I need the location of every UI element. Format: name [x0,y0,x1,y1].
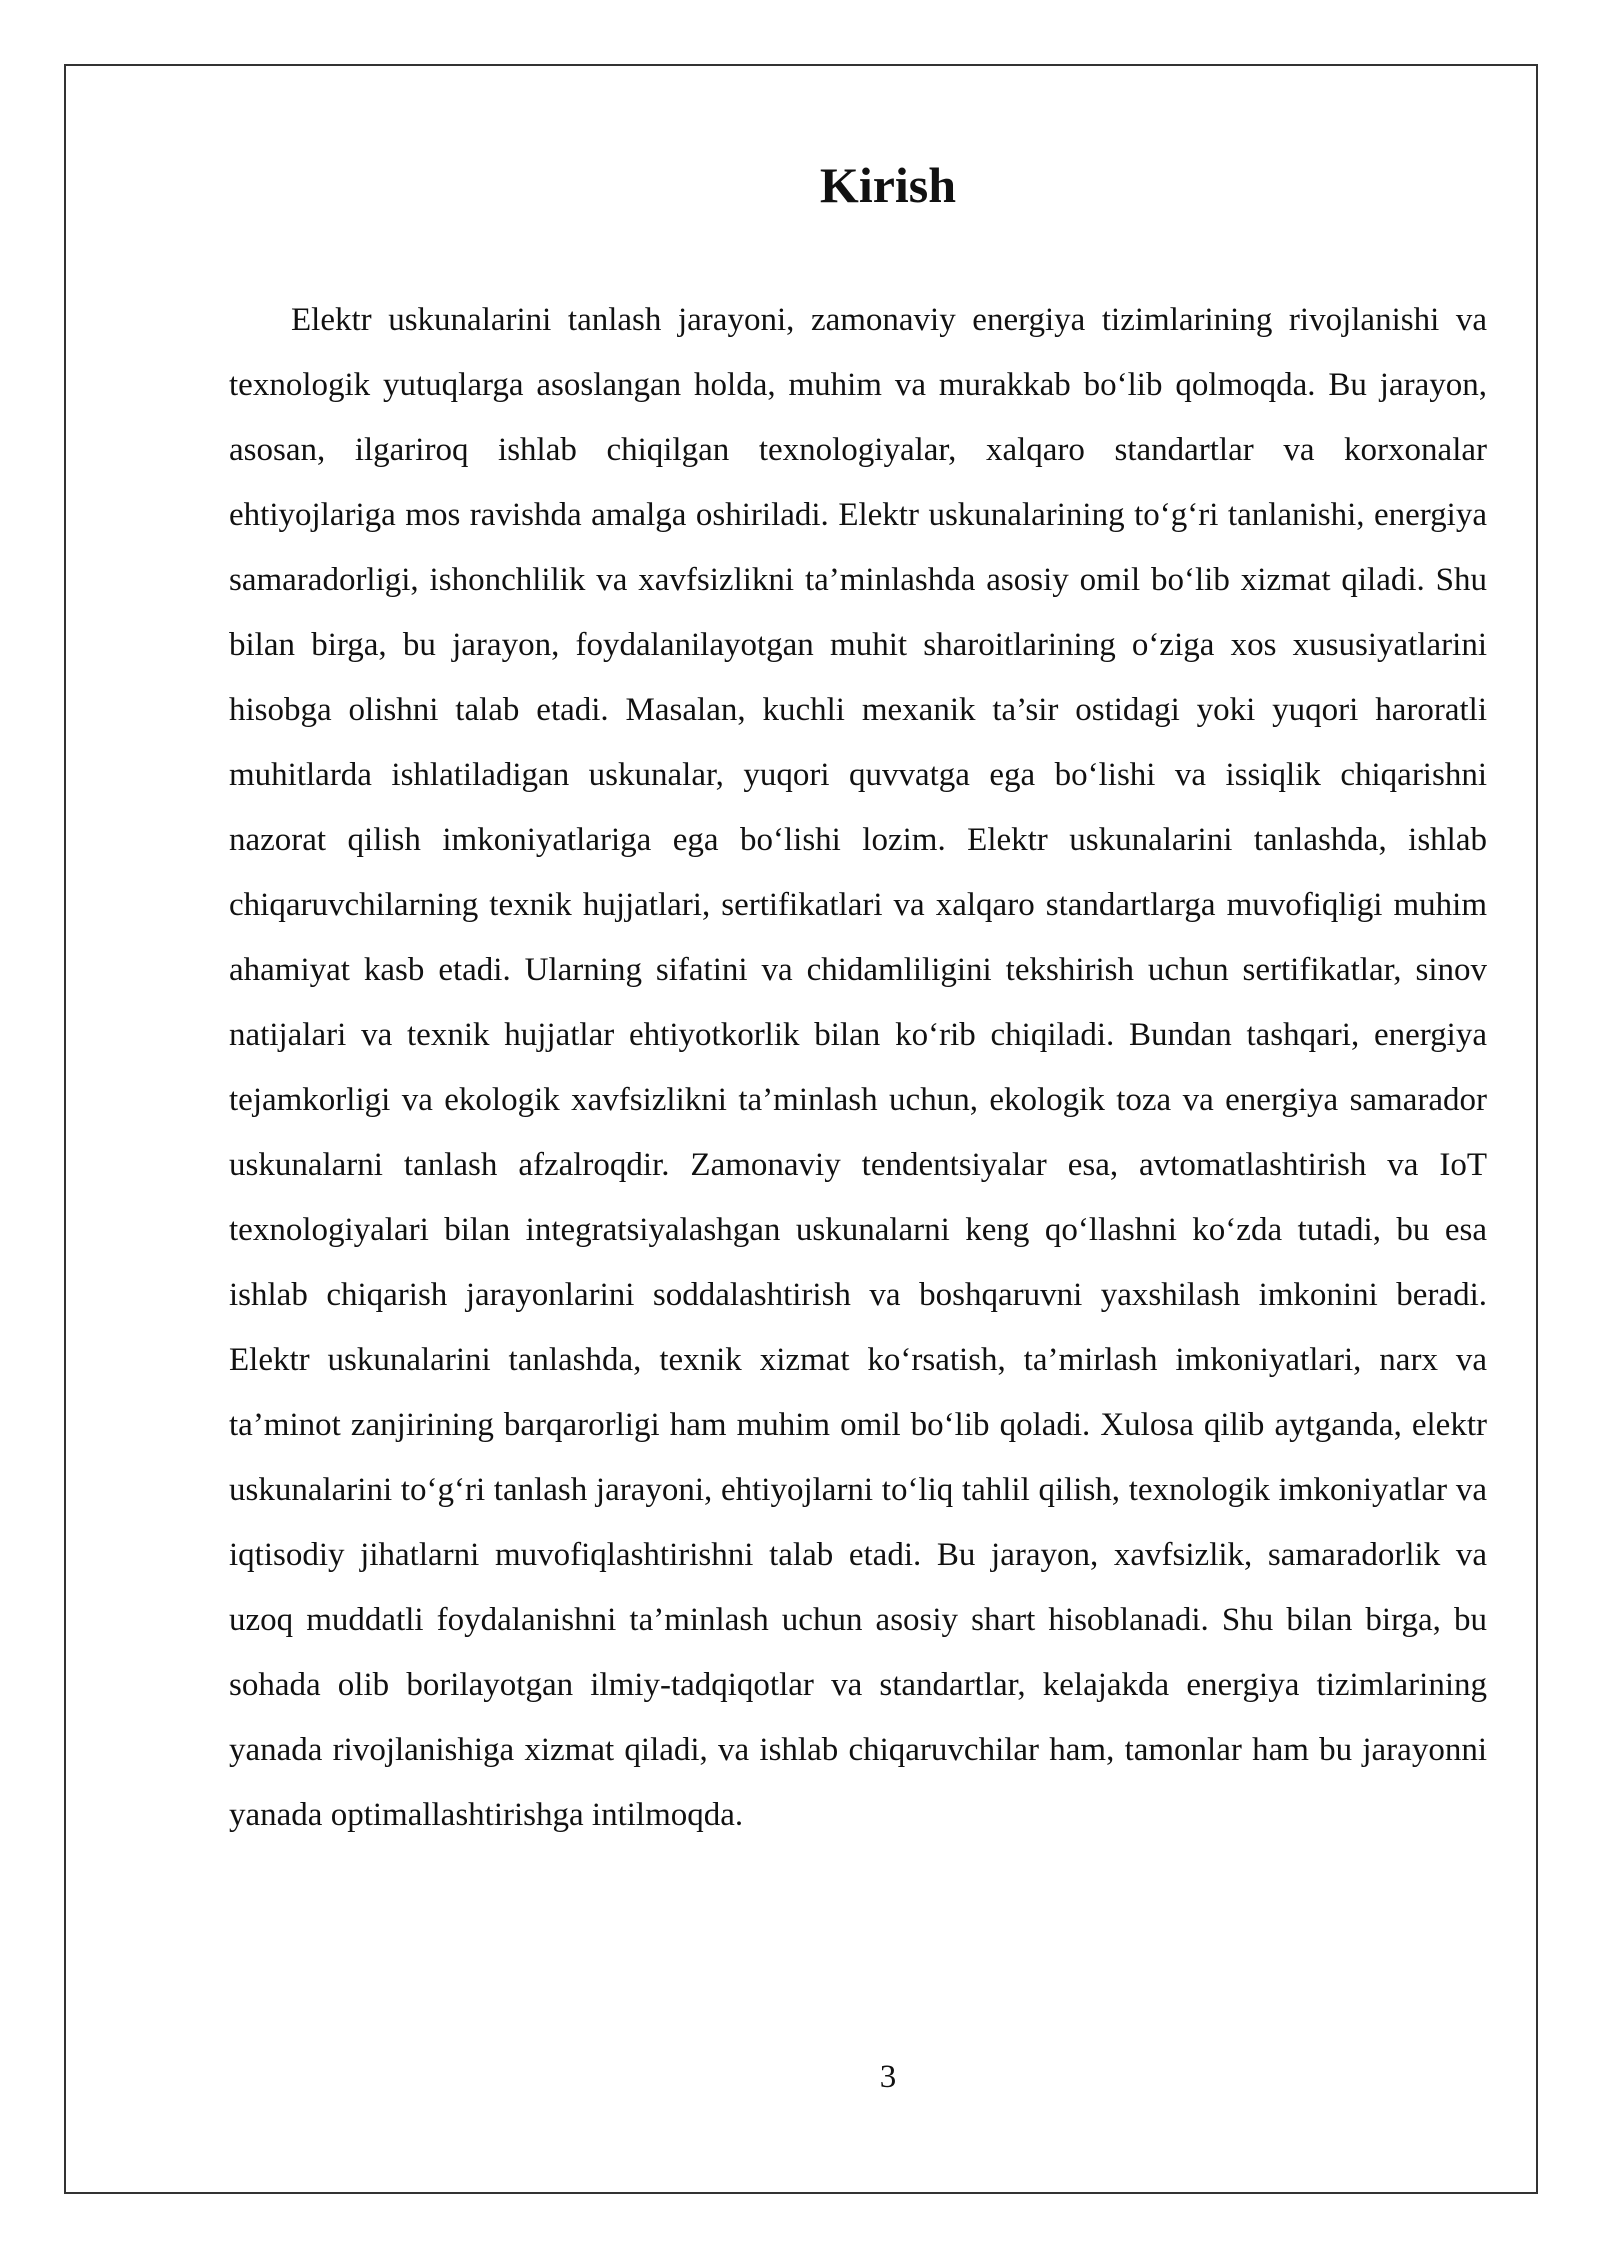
body-paragraph: Elektr uskunalarini tanlash jarayoni, zamonaviy energiya tizimlarining rivojlanishi va texnologik yutuqlarga asoslangan holda, muhim va murakkab bo‘lib qolmoqda. Bu jarayon, asosan, ilgariroq ishlab chiqilgan texnologiyalar, xalqaro standartlar va korxonalar ehtiyojlariga mos ravishda amalga oshiriladi. Elektr uskunalarining to‘g‘ri tanlanishi, energiya samaradorligi, ishonchlilik va xavfsizlikni ta’minlashda asosiy omil bo‘lib xizmat qiladi. Shu bilan birga, bu jarayon, foydalanilayotgan muhit sharoitlarining o‘ziga xos xususiyatlarini hisobga olishni talab etadi. Masalan, kuchli mexanik ta’sir ostidagi yoki yuqori haroratli muhitlarda ishlatiladigan uskunalar, yuqori quvvatga ega bo‘lishi va issiqlik chiqarishni nazorat qilish imkoniyatlariga ega bo‘lishi lozim. Elektr uskunalarini tanlashda, ishlab chiqaruvchilarning texnik hujjatlari, sertifikatlari va xalqaro standartlarga muvofiqligi muhim ahamiyat kasb etadi. Ularning sifatini va chidamliligini tekshirish uchun sertifikatlar, sinov natijalari va texnik hujjatlar ehtiyotkorlik bilan ko‘rib chiqiladi. Bundan tashqari, energiya tejamkorligi va ekologik xavfsizlikni ta’minlash uchun, ekologik toza va energiya samarador uskunalarni tanlash afzalroqdir. Zamonaviy tendentsiyalar esa, avtomatlashtirish va IoT texnologiyalari bilan integratsiyalashgan uskunalarni keng qo‘llashni ko‘zda tutadi, bu esa ishlab chiqarish jarayonlarini soddalashtirish va boshqaruvni yaxshilash imkonini beradi. Elektr uskunalarini tanlashda, texnik xizmat ko‘rsatish, ta’mirlash imkoniyatlari, narx va ta’minot zanjirining barqarorligi ham muhim omil bo‘lib qoladi. Xulosa qilib aytganda, elektr uskunalarini to‘g‘ri tanlash jarayoni, ehtiyojlarni to‘liq tahlil qilish, texnologik imkoniyatlar va iqtisodiy jihatlarni muvofiqlashtirishni talab etadi. Bu jarayon, xavfsizlik, samaradorlik va uzoq muddatli foydalanishni ta’minlash uchun asosiy shart hisoblanadi. Shu bilan birga, bu sohada olib borilayotgan ilmiy-tadqiqotlar va standartlar, kelajakda energiya tizimlarining yanada rivojlanishiga xizmat qiladi, va ishlab chiqaruvchilar ham, tamonlar ham bu jarayonni yanada optimallashtirishga intilmoqda. [229,302,1487,1833]
page-title: Kirish [819,157,957,213]
page-number: 3 [879,2059,897,2095]
